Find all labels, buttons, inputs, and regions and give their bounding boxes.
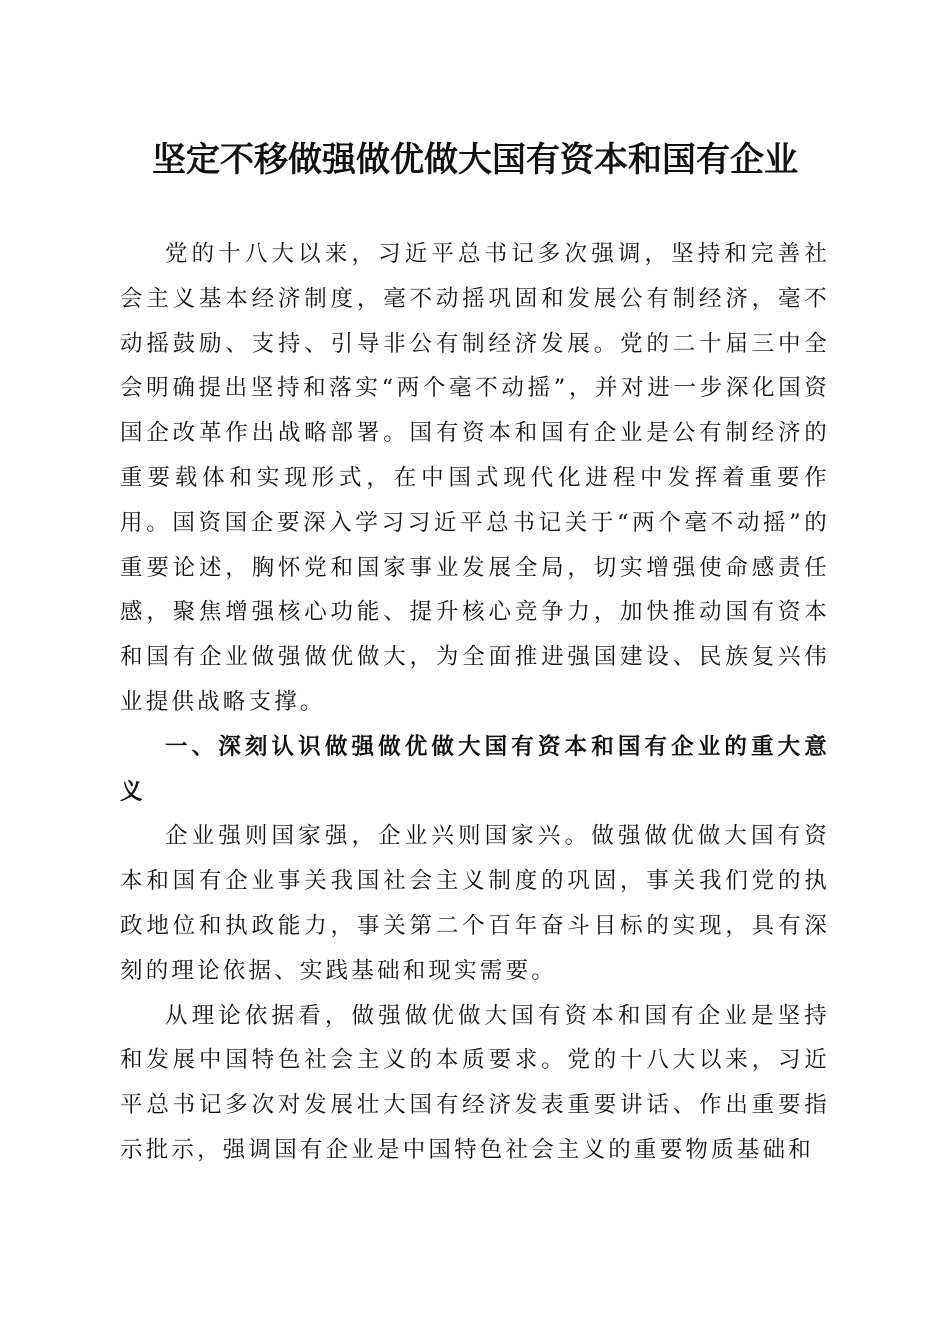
intro-paragraph: 党的十八大以来，习近平总书记多次强调，坚持和完善社会主义基本经济制度，毫不动摇巩固和发展公有制经济，毫不动摇鼓励、支持、引导非公有制经济发展。党的二十届三中全会明确提出坚持和落实“两个毫不动摇”，并对进一步深化国资国企改革作出战略部署。国有资本和国有企业是公有制经济的重要载体和实现形式，在中国式现代化进程中发挥着重要作用。国资国企要深入学习习近平总书记关于“两个毫不动摇”的重要论述，胸怀党和国家事业发展全局，切实增强使命感责任感，聚焦增强核心功能、提升核心竞争力，加快推动国有资本和国有企业做强做优做大，为全面推进强国建设、民族复兴伟业提供战略支撑。	[120, 241, 830, 715]
section-1-paragraph-2: 从理论依据看，做强做优做大国有资本和国有企业是坚持和发展中国特色社会主义的本质要求。党的十八大以来，习近平总书记多次对发展壮大国有经济发表重要讲话、作出重要指示批示，强调国有企业是中国特色社会主义的重要物质基础和	[120, 1002, 830, 1163]
document-body	[120, 232, 830, 1173]
document-title: 坚定不移做强做优做大国有资本和国有企业	[152, 140, 798, 180]
section-1-heading: 一、深刻认识做强做优做大国有资本和国有企业的重大意义	[120, 733, 830, 805]
section-1-paragraph-1: 企业强则国家强，企业兴则国家兴。做强做优做大国有资本和国有企业事关我国社会主义制度的巩固，事关我们党的执政地位和执政能力，事关第二个百年奋斗目标的实现，具有深刻的理论依据、实践基础和现实需要。	[120, 823, 830, 984]
